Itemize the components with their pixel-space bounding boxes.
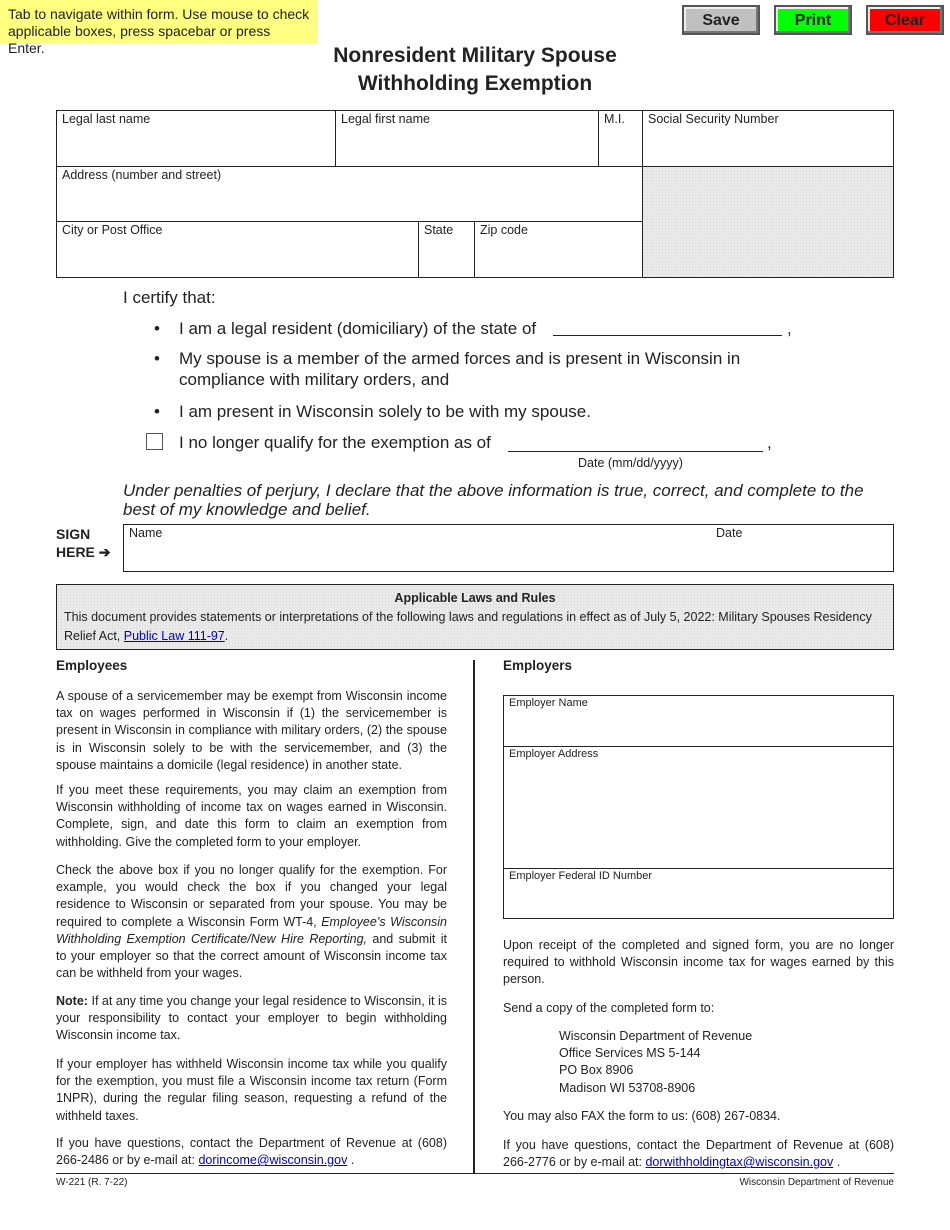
mailing-address: Wisconsin Department of Revenue Office Services MS 5-144 PO Box 8906 Madison WI 53708-8906	[559, 1029, 753, 1095]
certify-intro: I certify that:	[123, 288, 216, 307]
field-label: Employer Address	[509, 748, 599, 760]
comma: ,	[767, 433, 772, 452]
last-name-field[interactable]	[56, 110, 336, 167]
employees-contact: If you have questions, contact the Department of Revenue at (608) 266-2486 or by e-mail at: dorincome@wisconsin.gov .	[56, 1136, 447, 1168]
state-of-residence-input[interactable]	[553, 318, 782, 336]
field-label: Legal first name	[341, 112, 430, 126]
employees-heading: Employees	[56, 658, 128, 673]
sign-here-label	[56, 525, 111, 561]
employees-paragraph: If your employer has withheld Wisconsin income tax while you qualify for the exemption, you must file a Wisconsin income tax return (Form 1NPR), during the regular filing season, requesting a refund of the withheld taxes.	[56, 1057, 447, 1123]
field-label: Legal last name	[62, 112, 151, 126]
ssn-field[interactable]	[642, 110, 894, 167]
here-text: HERE	[56, 544, 95, 560]
field-label: Employer Name	[509, 697, 588, 709]
city-field[interactable]	[56, 221, 419, 278]
title-line: Withholding Exemption	[357, 72, 593, 95]
state-field[interactable]	[418, 221, 475, 278]
sign-text: SIGN	[56, 526, 91, 542]
mi-field[interactable]	[598, 110, 643, 167]
address-field[interactable]	[56, 166, 643, 222]
field-label: Name	[129, 526, 163, 540]
field-label: Social Security Number	[648, 112, 779, 126]
zip-field[interactable]	[474, 221, 643, 278]
employees-paragraph: A spouse of a servicemember may be exempt from Wisconsin income tax on wages performed in Wisconsin if (1) the servicemember is present in Wisconsin in compliance with military orders, (2) the spouse is in Wisconsin solely to be with the servicemember, and (3) the spouse maintains a domicile (legal residence) in another state.	[56, 689, 447, 772]
laws-title: Applicable Laws and Rules	[394, 591, 556, 605]
signature-field[interactable]	[123, 524, 894, 572]
employers-paragraph: Send a copy of the completed form to:	[503, 1001, 715, 1015]
first-name-field[interactable]	[335, 110, 599, 167]
column-divider	[473, 660, 475, 1173]
public-law-link[interactable]: Public Law 111-97	[123, 629, 225, 643]
employer-fein-field[interactable]	[503, 868, 894, 919]
fax-info: You may also FAX the form to us: (608) 267-0834.	[503, 1109, 781, 1123]
clear-button[interactable]: Clear	[866, 5, 944, 35]
shaded-area	[642, 166, 894, 278]
field-label: Date	[716, 526, 743, 540]
arrow-right-icon: ➔	[98, 544, 111, 560]
bullet-present: I am present in Wisconsin solely to be with my spouse.	[179, 402, 591, 421]
field-label: City or Post Office	[62, 223, 163, 237]
field-label: Zip code	[480, 223, 528, 237]
applicable-laws-box: Applicable Laws and Rules This document provides statements or interpretations of the following laws and regulations in effect as of July 5, 2022: Military Spouses Residency Relief Act, Public Law 111-97.	[56, 584, 894, 650]
field-label: M.I.	[604, 112, 625, 126]
employees-paragraph: If you meet these requirements, you may claim an exemption from Wisconsin withholding of income tax on wages earned in Wisconsin. Complete, sign, and date this form to claim an exemption from withholding. Give the completed form to your employer.	[56, 783, 447, 849]
bullet-spouse: My spouse is a member of the armed forces and is present in Wisconsin in compliance with military orders, and	[179, 349, 741, 389]
employers-heading: Employers	[503, 658, 573, 673]
footer-rule	[56, 1173, 894, 1174]
employers-contact: If you have questions, contact the Department of Revenue at (608) 266-2776 or by e-mail at: dorwithholdingtax@wisconsin.gov .	[503, 1138, 894, 1170]
field-label: Employer Federal ID Number	[509, 870, 653, 882]
perjury-statement: Under penalties of perjury, I declare that the above information is true, correct, and complete to the best of my knowledge and belief.	[123, 481, 864, 519]
employees-note: Note: If at any time you change your legal residence to Wisconsin, it is your responsibility to contact your employer to begin withholding Wisconsin income tax.	[56, 994, 447, 1043]
checkbox-label: I no longer qualify for the exemption as of	[179, 433, 491, 452]
form-page: Tab to navigate within form. Use mouse to check applicable boxes, press spacebar or press Enter. Save Print Clear Nonresident Military Spouse Withholding Exemption Legal last name Legal first name M.I. Social Security Number Address (number and street) City or Post Office State Zip code I certify that: • I am a legal resident (domiciliary) of the state of , • My spouse is a member of the armed forces and is present in Wisconsin in compliance with military orders, and • I am present in Wisconsin solely to be with my spouse. I no longer qualify for the exemption as of , Date (mm/dd/yyyy) Under penalties of perjury, I declare that the above information is true, correct, and complete to the best of my knowledge and belief. SIGN HERE ➔ Name Date Applicable Laws and Rules This document provides statements or interpretations of the following laws and regulations in effect as of July 5, 2022: Military Spouses Residency Relief Act, Public Law 111-97. Employees A spouse of a servicemember may be exempt from Wisconsin income tax on wages performed in Wisconsin if (1) the servicemember is present in Wisconsin in compliance with military orders, (2) the spouse is in Wisconsin solely to be with the servicemember, and (3) the spouse maintains a domicile (legal residence) in another state. If you meet these requirements, you may claim an exemption from Wisconsin withholding of income tax on wages earned in Wisconsin. Complete, sign, and date this form to claim an exemption from withholding. Give the completed form to your employer. Check the above box if you no longer qualify for the exemption. For example, you would check the box if you changed your legal residence to Wisconsin or separated from your spouse. You may be required to complete a Wisconsin Form WT-4, Employee’s Wisconsin Withholding Exemption Certificate/New Hire Reporting, and submit it to your employer so that the correct amount of Wisconsin income tax can be withheld from your wages. Note: If at any time you change your legal residence to Wisconsin, it is your responsibility to contact your employer to begin withholding Wisconsin income tax. If your employer has withheld Wisconsin income tax while you qualify for the exemption, you must file a Wisconsin income tax return (Form 1NPR), during the regular filing season, requesting a refund of the withheld taxes. If you have questions, contact the Department of Revenue at (608) 266-2486 or by e-mail at: dorincome@wisconsin.gov . Employers Employer Name Employer Address Employer Federal ID Number Upon receipt of the completed and signed form, you are no longer required to withhold Wisconsin income tax for wages earned by this person. Send a copy of the completed form to: Wisconsin Department of Revenue Office Services MS 5-144 PO Box 8906 Madison WI 53708-8906 You may also FAX the form to us: (608) 267-0834. If you have questions, contact the Department of Revenue at (608) 266-2776 or by e-mail at: dorwithholdingtax@wisconsin.gov . W-221 (R. 7-22) Wisconsin Department of Revenue	[0, 0, 950, 1230]
employers-paragraph: Upon receipt of the completed and signed form, you are no longer required to withhold Wisconsin income tax for wages earned by this person.	[503, 938, 894, 987]
save-button[interactable]: Save	[682, 5, 760, 35]
exemption-end-date-input[interactable]	[508, 432, 763, 452]
comma: ,	[787, 319, 792, 338]
employer-address-field[interactable]	[503, 746, 894, 869]
employer-name-field[interactable]	[503, 695, 894, 747]
no-longer-qualify-checkbox[interactable]	[146, 433, 163, 450]
field-label: Address (number and street)	[62, 168, 222, 182]
laws-text: This document provides statements or interpretations of the following laws and regulations in effect as of July 5, 2022: Military Spouses Residency Relief Act,	[64, 610, 872, 643]
field-label: State	[424, 223, 454, 237]
email-link[interactable]: dorincome@wisconsin.gov	[198, 1153, 348, 1168]
title-line: Nonresident Military Spouse	[333, 44, 617, 67]
print-button[interactable]: Print	[774, 5, 852, 35]
bullet-residency: I am a legal resident (domiciliary) of the state of	[179, 319, 537, 338]
email-link[interactable]: dorwithholdingtax@wisconsin.gov	[645, 1155, 834, 1170]
date-format-label: Date (mm/dd/yyyy)	[578, 456, 683, 470]
page-title	[0, 42, 950, 98]
help-note: Tab to navigate within form. Use mouse to check applicable boxes, press spacebar or press Enter.	[0, 0, 318, 44]
form-number: W-221 (R. 7-22)	[56, 1177, 128, 1188]
employees-paragraph: Check the above box if you no longer qualify for the exemption. For example, you would check the box if you changed your legal residence to Wisconsin or separated from your spouse. You may be required to complete a Wisconsin Form WT-4, Employee’s Wisconsin Withholding Exemption Certificate/New Hire Reporting, and submit it to your employer so that the correct amount of Wisconsin income tax can be withheld from your wages.	[56, 863, 447, 981]
footer-agency: Wisconsin Department of Revenue	[739, 1177, 894, 1188]
